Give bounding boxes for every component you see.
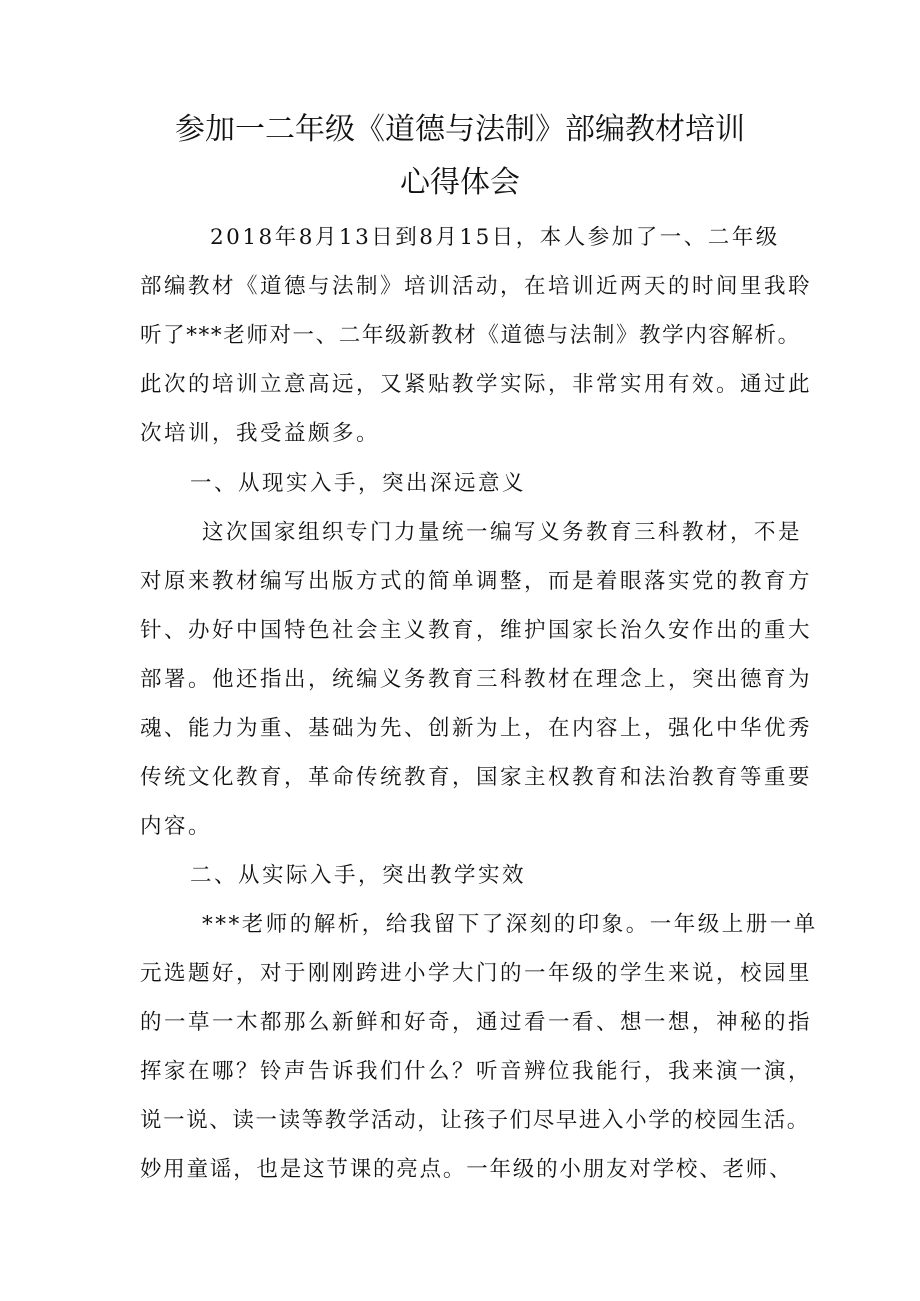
body-line: 魂、能力为重、基础为先、创新为上，在内容上，强化中华优秀: [140, 716, 813, 741]
document-title-line-1: 参加一二年级《道德与法制》部编教材培训: [175, 112, 745, 147]
body-line: 次培训，我受益颇多。: [140, 421, 381, 446]
body-line: 此次的培训立意高远，又紧贴教学实际，非常实用有效。通过此: [140, 372, 813, 397]
body-line: 针、办好中国特色社会主义教育，维护国家长治久安作出的重大: [140, 618, 813, 643]
body-line: 说一说、读一读等教学活动，让孩子们尽早进入小学的校园生活。: [140, 1108, 810, 1133]
body-line: 部署。他还指出，统编义务教育三科教材在理念上，突出德育为: [140, 667, 813, 692]
body-line: ***老师的解析，给我留下了深刻的印象。一年级上册一单: [202, 912, 818, 937]
body-line: 2018年8月13日到8月15日，本人参加了一、二年级: [210, 225, 780, 250]
body-line: 妙用童谣，也是这节课的亮点。一年级的小朋友对学校、老师、: [140, 1157, 793, 1182]
section-heading: 一、从现实入手，突出深远意义: [190, 471, 527, 496]
body-line: 这次国家组织专门力量统一编写义务教育三科教材，不是: [202, 520, 803, 545]
body-line: 对原来教材编写出版方式的简单调整，而是着眼落实党的教育方: [140, 569, 813, 594]
document-title-line-2: 心得体会: [400, 165, 520, 200]
body-line: 的一草一木都那么新鲜和好奇，通过看一看、想一想，神秘的指: [140, 1010, 813, 1035]
body-line: 元选题好，对于刚刚跨进小学大门的一年级的学生来说，校园里: [140, 961, 813, 986]
body-line: 部编教材《道德与法制》培训活动，在培训近两天的时间里我聆: [140, 274, 813, 299]
section-heading: 二、从实际入手，突出教学实效: [190, 863, 527, 888]
body-line: 听了***老师对一、二年级新教材《道德与法制》教学内容解析。: [140, 323, 801, 348]
body-line: 内容。: [140, 814, 213, 839]
body-line: 传统文化教育，革命传统教育，国家主权教育和法治教育等重要: [140, 765, 813, 790]
body-line: 挥家在哪？铃声告诉我们什么？听音辨位我能行，我来演一演，: [140, 1059, 813, 1084]
